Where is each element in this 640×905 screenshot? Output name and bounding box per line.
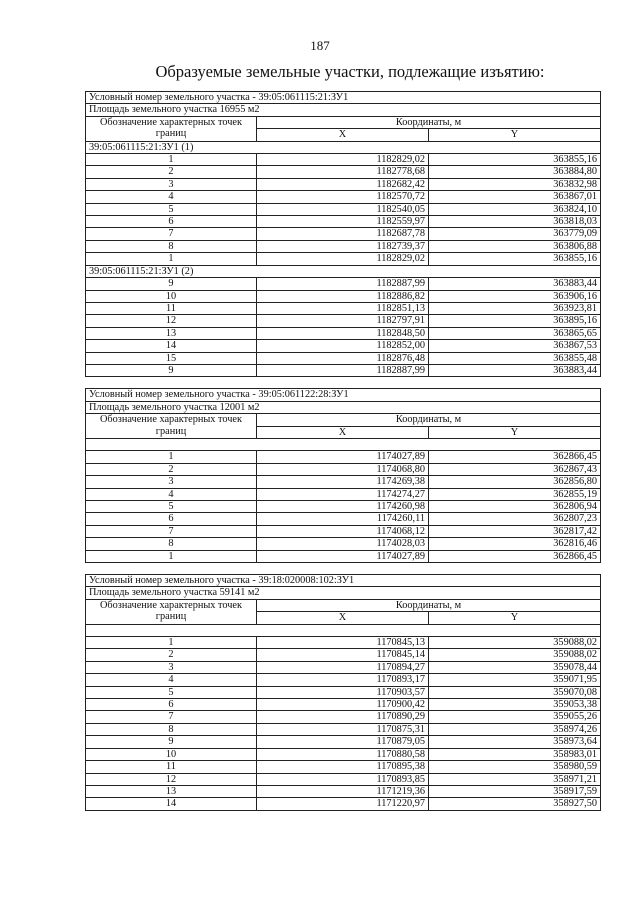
parcel-area: Площадь земельного участка 16955 м2 bbox=[86, 104, 601, 116]
point-number: 9 bbox=[86, 736, 257, 748]
coord-y: 363832,98 bbox=[429, 178, 601, 190]
parcel-table bbox=[85, 574, 601, 811]
coord-x: 1182682,42 bbox=[257, 178, 429, 190]
table-row bbox=[86, 711, 601, 723]
table-row bbox=[86, 500, 601, 512]
point-number: 12 bbox=[86, 773, 257, 785]
table-row bbox=[86, 513, 601, 525]
point-number: 15 bbox=[86, 352, 257, 364]
cadastral-number: Условный номер земельного участка - 39:05:061115:21:ЗУ1 bbox=[86, 92, 601, 104]
coord-x: 1170903,57 bbox=[257, 686, 429, 698]
coord-x: 1182851,13 bbox=[257, 302, 429, 314]
coord-x: 1182848,50 bbox=[257, 327, 429, 339]
table-row bbox=[86, 798, 601, 810]
coord-x: 1170893,85 bbox=[257, 773, 429, 785]
coord-x: 1182887,99 bbox=[257, 364, 429, 376]
point-number: 4 bbox=[86, 191, 257, 203]
point-number: 14 bbox=[86, 798, 257, 810]
group-row bbox=[86, 438, 601, 450]
table-row bbox=[86, 674, 601, 686]
coord-y: 359053,38 bbox=[429, 699, 601, 711]
coord-y: 358917,59 bbox=[429, 785, 601, 797]
coord-y: 362806,94 bbox=[429, 500, 601, 512]
table-row bbox=[86, 240, 601, 252]
coord-y: 359088,02 bbox=[429, 649, 601, 661]
point-number: 4 bbox=[86, 488, 257, 500]
coord-x: 1182797,91 bbox=[257, 315, 429, 327]
header-row bbox=[86, 599, 601, 611]
table-row bbox=[86, 191, 601, 203]
point-number: 10 bbox=[86, 290, 257, 302]
y-header: Y bbox=[429, 426, 601, 438]
table-row bbox=[86, 476, 601, 488]
point-number: 5 bbox=[86, 203, 257, 215]
point-number: 13 bbox=[86, 785, 257, 797]
point-label-header bbox=[86, 599, 257, 624]
coord-y: 363883,44 bbox=[429, 278, 601, 290]
point-number: 7 bbox=[86, 228, 257, 240]
coord-y: 363855,48 bbox=[429, 352, 601, 364]
table-row bbox=[86, 315, 601, 327]
coord-x: 1182540,05 bbox=[257, 203, 429, 215]
cadastral-number: Условный номер земельного участка - 39:05:061122:28:ЗУ1 bbox=[86, 389, 601, 401]
point-number: 3 bbox=[86, 178, 257, 190]
cadastral-row bbox=[86, 92, 601, 104]
point-number: 9 bbox=[86, 364, 257, 376]
table-row bbox=[86, 538, 601, 550]
table-row bbox=[86, 278, 601, 290]
coord-x: 1182876,48 bbox=[257, 352, 429, 364]
coord-x: 1170900,42 bbox=[257, 699, 429, 711]
coord-x: 1174068,80 bbox=[257, 463, 429, 475]
coord-y: 358974,26 bbox=[429, 723, 601, 735]
point-number: 4 bbox=[86, 674, 257, 686]
table-row bbox=[86, 785, 601, 797]
table-row bbox=[86, 216, 601, 228]
group-row bbox=[86, 624, 601, 636]
point-number: 1 bbox=[86, 451, 257, 463]
table-row bbox=[86, 228, 601, 240]
coord-y: 358927,50 bbox=[429, 798, 601, 810]
cadastral-row bbox=[86, 575, 601, 587]
page-number: 187 bbox=[310, 38, 330, 53]
coord-x: 1182886,82 bbox=[257, 290, 429, 302]
coord-x: 1182687,78 bbox=[257, 228, 429, 240]
area-row bbox=[86, 587, 601, 599]
coord-y: 362856,80 bbox=[429, 476, 601, 488]
coord-x: 1170879,05 bbox=[257, 736, 429, 748]
y-header: Y bbox=[429, 129, 601, 141]
group-label: 39:05:061115:21:ЗУ1 (2) bbox=[86, 265, 601, 277]
point-number: 1 bbox=[86, 154, 257, 166]
table-row bbox=[86, 178, 601, 190]
group-label: 39:05:061115:21:ЗУ1 (1) bbox=[86, 141, 601, 153]
coord-y: 362817,42 bbox=[429, 525, 601, 537]
coord-y: 363895,16 bbox=[429, 315, 601, 327]
point-label-line2: границ bbox=[155, 128, 187, 140]
coord-x: 1170895,38 bbox=[257, 761, 429, 773]
coord-y: 358980,59 bbox=[429, 761, 601, 773]
table-gap bbox=[85, 563, 600, 574]
point-label-line1: Обозначение характерных точек bbox=[99, 116, 242, 128]
point-number: 12 bbox=[86, 315, 257, 327]
point-number: 2 bbox=[86, 166, 257, 178]
point-label-header bbox=[86, 414, 257, 439]
coord-y: 359088,02 bbox=[429, 637, 601, 649]
coord-x: 1174260,11 bbox=[257, 513, 429, 525]
table-row bbox=[86, 686, 601, 698]
point-label-line1: Обозначение характерных точек bbox=[99, 414, 242, 426]
coord-y: 358973,64 bbox=[429, 736, 601, 748]
table-row bbox=[86, 166, 601, 178]
coord-y: 363906,16 bbox=[429, 290, 601, 302]
coord-y: 362816,46 bbox=[429, 538, 601, 550]
point-number: 9 bbox=[86, 278, 257, 290]
header-row bbox=[86, 116, 601, 128]
coord-x: 1170890,29 bbox=[257, 711, 429, 723]
point-number: 7 bbox=[86, 711, 257, 723]
area-row bbox=[86, 401, 601, 413]
parcel-area: Площадь земельного участка 59141 м2 bbox=[86, 587, 601, 599]
table-row bbox=[86, 352, 601, 364]
coord-y: 363867,01 bbox=[429, 191, 601, 203]
table-row bbox=[86, 736, 601, 748]
table-row bbox=[86, 649, 601, 661]
table-row bbox=[86, 451, 601, 463]
coords-header: Координаты, м bbox=[257, 116, 601, 128]
coord-y: 359078,44 bbox=[429, 661, 601, 673]
point-number: 8 bbox=[86, 240, 257, 252]
point-number: 8 bbox=[86, 723, 257, 735]
coords-header: Координаты, м bbox=[257, 414, 601, 426]
point-number: 1 bbox=[86, 253, 257, 265]
cadastral-number: Условный номер земельного участка - 39:18:020008:102:ЗУ1 bbox=[86, 575, 601, 587]
coord-y: 363806,88 bbox=[429, 240, 601, 252]
parcel-tables bbox=[85, 91, 600, 811]
coord-y: 363855,16 bbox=[429, 253, 601, 265]
coord-y: 358971,21 bbox=[429, 773, 601, 785]
coord-x: 1171219,36 bbox=[257, 785, 429, 797]
point-number: 10 bbox=[86, 748, 257, 760]
coord-x: 1182852,00 bbox=[257, 340, 429, 352]
cadastral-row bbox=[86, 389, 601, 401]
table-gap bbox=[85, 377, 600, 388]
coord-y: 359070,08 bbox=[429, 686, 601, 698]
coord-x: 1170845,14 bbox=[257, 649, 429, 661]
coord-y: 362855,19 bbox=[429, 488, 601, 500]
point-number: 3 bbox=[86, 476, 257, 488]
coord-x: 1170845,13 bbox=[257, 637, 429, 649]
header-row bbox=[86, 414, 601, 426]
coord-y: 363923,81 bbox=[429, 302, 601, 314]
point-number: 2 bbox=[86, 463, 257, 475]
point-number: 6 bbox=[86, 216, 257, 228]
table-row bbox=[86, 748, 601, 760]
point-number: 1 bbox=[86, 637, 257, 649]
point-number: 6 bbox=[86, 513, 257, 525]
table-row bbox=[86, 290, 601, 302]
table-row bbox=[86, 699, 601, 711]
coord-x: 1174027,89 bbox=[257, 451, 429, 463]
coord-x: 1174027,89 bbox=[257, 550, 429, 562]
table-row bbox=[86, 761, 601, 773]
point-number: 11 bbox=[86, 761, 257, 773]
page-title: Образуемые земельные участки, подлежащие изъятию: bbox=[155, 62, 545, 81]
coord-y: 363883,44 bbox=[429, 364, 601, 376]
group-row bbox=[86, 141, 601, 153]
coord-x: 1182739,37 bbox=[257, 240, 429, 252]
coord-y: 362866,45 bbox=[429, 550, 601, 562]
coord-x: 1170880,58 bbox=[257, 748, 429, 760]
point-number: 1 bbox=[86, 550, 257, 562]
coord-x: 1182559,97 bbox=[257, 216, 429, 228]
point-number: 6 bbox=[86, 699, 257, 711]
coord-y: 359071,95 bbox=[429, 674, 601, 686]
coord-x: 1182887,99 bbox=[257, 278, 429, 290]
coord-x: 1182829,02 bbox=[257, 253, 429, 265]
table-row bbox=[86, 550, 601, 562]
coord-x: 1174274,27 bbox=[257, 488, 429, 500]
coord-y: 363824,10 bbox=[429, 203, 601, 215]
table-row bbox=[86, 154, 601, 166]
table-row bbox=[86, 661, 601, 673]
x-header: X bbox=[257, 426, 429, 438]
table-row bbox=[86, 302, 601, 314]
table-row bbox=[86, 637, 601, 649]
point-number: 13 bbox=[86, 327, 257, 339]
table-row bbox=[86, 340, 601, 352]
table-row bbox=[86, 463, 601, 475]
coord-y: 363867,53 bbox=[429, 340, 601, 352]
group-label bbox=[86, 438, 601, 450]
group-label bbox=[86, 624, 601, 636]
coord-y: 363855,16 bbox=[429, 154, 601, 166]
table-row bbox=[86, 364, 601, 376]
group-row bbox=[86, 265, 601, 277]
point-number: 5 bbox=[86, 686, 257, 698]
coord-x: 1171220,97 bbox=[257, 798, 429, 810]
parcel-area: Площадь земельного участка 12001 м2 bbox=[86, 401, 601, 413]
point-number: 3 bbox=[86, 661, 257, 673]
table-row bbox=[86, 773, 601, 785]
coord-x: 1174269,38 bbox=[257, 476, 429, 488]
coord-x: 1174068,12 bbox=[257, 525, 429, 537]
coords-header: Координаты, м bbox=[257, 599, 601, 611]
coord-y: 363865,65 bbox=[429, 327, 601, 339]
coord-x: 1170875,31 bbox=[257, 723, 429, 735]
table-row bbox=[86, 203, 601, 215]
parcel-table bbox=[85, 91, 601, 377]
parcel-table bbox=[85, 388, 601, 563]
point-label-header bbox=[86, 116, 257, 141]
coord-x: 1170894,27 bbox=[257, 661, 429, 673]
point-number: 14 bbox=[86, 340, 257, 352]
coord-y: 363884,80 bbox=[429, 166, 601, 178]
point-label-line2: границ bbox=[155, 611, 187, 623]
point-number: 2 bbox=[86, 649, 257, 661]
table-row bbox=[86, 525, 601, 537]
table-row bbox=[86, 488, 601, 500]
point-label-line1: Обозначение характерных точек bbox=[99, 599, 242, 611]
coord-y: 363818,03 bbox=[429, 216, 601, 228]
x-header: X bbox=[257, 129, 429, 141]
coord-x: 1170893,17 bbox=[257, 674, 429, 686]
y-header: Y bbox=[429, 612, 601, 624]
table-row bbox=[86, 327, 601, 339]
coord-y: 362867,43 bbox=[429, 463, 601, 475]
coord-y: 359055,26 bbox=[429, 711, 601, 723]
coord-x: 1174028,03 bbox=[257, 538, 429, 550]
x-header: X bbox=[257, 612, 429, 624]
table-row bbox=[86, 723, 601, 735]
point-number: 11 bbox=[86, 302, 257, 314]
table-row bbox=[86, 253, 601, 265]
coord-y: 362807,23 bbox=[429, 513, 601, 525]
area-row bbox=[86, 104, 601, 116]
coord-x: 1182570,72 bbox=[257, 191, 429, 203]
point-number: 8 bbox=[86, 538, 257, 550]
point-number: 7 bbox=[86, 525, 257, 537]
coord-x: 1174260,98 bbox=[257, 500, 429, 512]
coord-y: 358983,01 bbox=[429, 748, 601, 760]
point-number: 5 bbox=[86, 500, 257, 512]
point-label-line2: границ bbox=[155, 425, 187, 437]
coord-y: 362866,45 bbox=[429, 451, 601, 463]
coord-x: 1182778,68 bbox=[257, 166, 429, 178]
coord-y: 363779,09 bbox=[429, 228, 601, 240]
coord-x: 1182829,02 bbox=[257, 154, 429, 166]
